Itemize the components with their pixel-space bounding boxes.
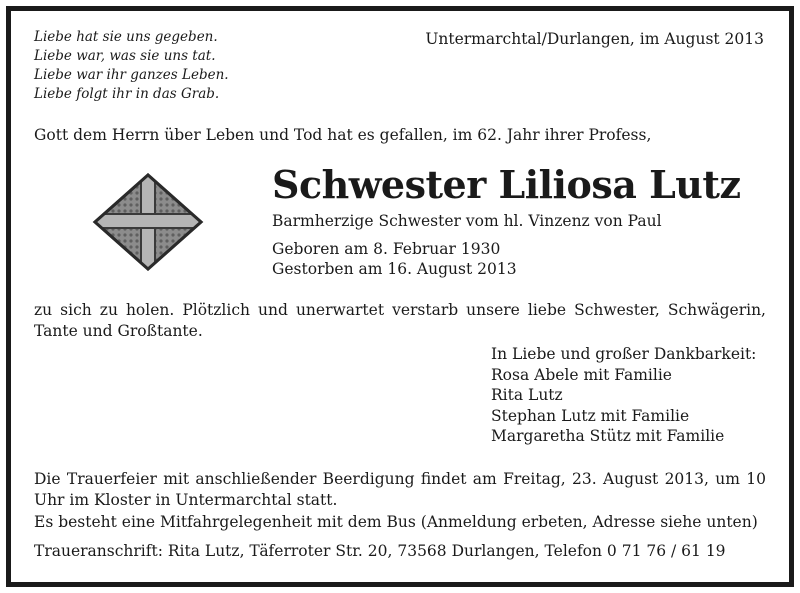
mourners-intro: In Liebe und großer Dankbarkeit: xyxy=(491,345,757,363)
death-date: Gestorben am 16. August 2013 xyxy=(272,260,517,278)
address-text: Traueranschrift: Rita Lutz, Täferroter Str. 20, 73568 Durlangen, Telefon 0 71 76 / 61 19 xyxy=(34,542,726,560)
bus-text: Es besteht eine Mitfahrgelegenheit mit dem Bus (Anmeldung erbeten, Adresse siehe unten) xyxy=(34,513,758,531)
passing-text: zu sich zu holen. Plötzlich und unerwartet verstarb unsere liebe Schwester, Schwägerin, Tante und Großtante. xyxy=(34,301,766,340)
intro-text: Gott dem Herrn über Leben und Tod hat es gefallen, im 62. Jahr ihrer Profess, xyxy=(34,126,652,144)
cross-emblem-icon xyxy=(92,172,204,272)
mourner-name: Margaretha Stütz mit Familie xyxy=(491,427,725,446)
poem xyxy=(34,28,229,104)
mourner-name: Rita Lutz xyxy=(491,386,563,405)
funeral-text: Die Trauerfeier mit anschließender Beerdigung findet am Freitag, 23. August 2013, um 10 Uhr im Kloster in Untermarchtal statt. xyxy=(34,470,766,509)
poem-line: Liebe war, was sie uns tat. xyxy=(34,48,216,64)
mourner-name: Stephan Lutz mit Familie xyxy=(491,406,690,425)
deceased-name: Schwester Liliosa Lutz xyxy=(272,162,741,207)
poem-line: Liebe war ihr ganzes Leben. xyxy=(34,67,229,83)
birth-date: Geboren am 8. Februar 1930 xyxy=(272,240,501,258)
mourners-block xyxy=(491,344,756,447)
poem-line: Liebe hat sie uns gegeben. xyxy=(34,29,218,45)
order-text: Barmherzige Schwester vom hl. Vinzenz von Paul xyxy=(272,212,662,230)
poem-line: Liebe folgt ihr in das Grab. xyxy=(34,86,220,102)
mourner-name: Rosa Abele mit Familie xyxy=(491,365,672,384)
place-date: Untermarchtal/Durlangen, im August 2013 xyxy=(425,30,764,48)
